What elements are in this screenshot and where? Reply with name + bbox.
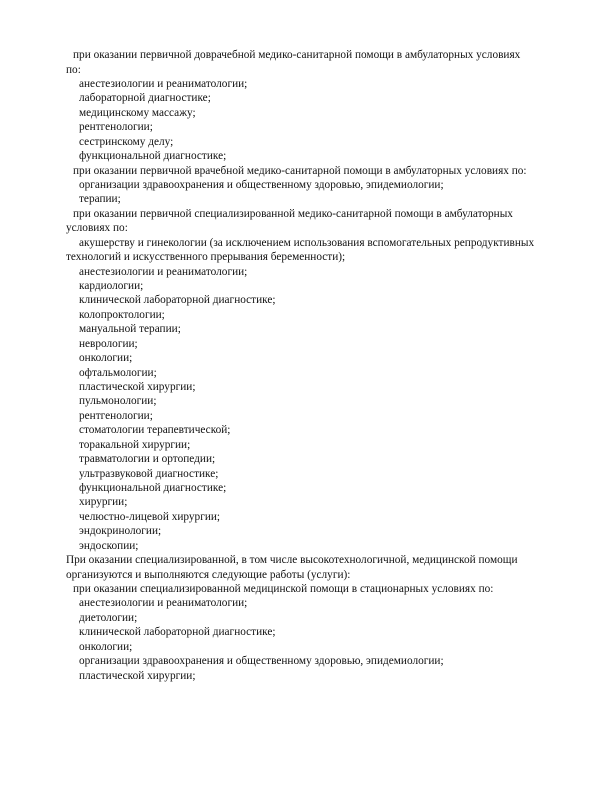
text-line: кардиологии; [79,280,144,292]
text-line: онкологии; [79,641,133,653]
text-line: клинической лабораторной диагностике; [79,294,276,306]
text-line: организуются и выполняются следующие работы (услуги): [66,569,351,581]
text-line: стоматологии терапевтической; [79,424,231,436]
text-line: пластической хирургии; [79,381,196,393]
text-line: при оказании первичной доврачебной медико-санитарной помощи в амбулаторных условиях [73,49,521,61]
text-line: анестезиологии и реаниматологии; [79,597,248,609]
text-line: торакальной хирургии; [79,439,191,451]
text-line: ультразвуковой диагностике; [79,468,219,480]
text-line: рентгенологии; [79,410,153,422]
text-line: при оказании первичной специализированной медико-санитарной помощи в амбулаторных [73,208,513,220]
text-line: мануальной терапии; [79,323,181,335]
text-line: пульмонологии; [79,395,157,407]
text-line: клинической лабораторной диагностике; [79,626,276,638]
text-line: медицинскому массажу; [79,107,196,119]
text-line: диетологии; [79,612,138,624]
text-line: анестезиологии и реаниматологии; [79,266,248,278]
text-line: технологий и искусственного прерывания беременности); [66,251,346,263]
text-line: неврологии; [79,338,138,350]
text-line: анестезиологии и реаниматологии; [79,78,248,90]
text-line: эндоскопии; [79,540,139,552]
text-line: сестринскому делу; [79,136,174,148]
text-line: лабораторной диагностике; [79,92,211,104]
text-line: онкологии; [79,352,133,364]
text-line: условиях по: [66,222,128,234]
text-line: по: [66,64,81,76]
text-line: терапии; [79,193,121,205]
text-line: при оказании первичной врачебной медико-санитарной помощи в амбулаторных условиях по: [73,165,527,177]
text-line: пластической хирургии; [79,670,196,682]
text-line: рентгенологии; [79,121,153,133]
text-line: функциональной диагностике; [79,150,227,162]
text-line: челюстно-лицевой хирургии; [79,511,221,523]
text-line: офтальмологии; [79,367,157,379]
text-line: При оказании специализированной, в том числе высокотехнологичной, медицинской помощи [66,554,518,566]
text-line: хирургии; [79,496,128,508]
text-line: организации здравоохранения и общественному здоровью, эпидемиологии; [79,655,444,667]
text-line: эндокринологии; [79,525,162,537]
text-line: функциональной диагностике; [79,482,227,494]
text-line: организации здравоохранения и общественному здоровью, эпидемиологии; [79,179,444,191]
text-line: акушерству и гинекологии (за исключением использования вспомогательных репродуктивных [79,237,535,249]
text-line: травматологии и ортопедии; [79,453,216,465]
text-line: при оказании специализированной медицинской помощи в стационарных условиях по: [73,583,494,595]
text-line: колопроктологии; [79,309,165,321]
